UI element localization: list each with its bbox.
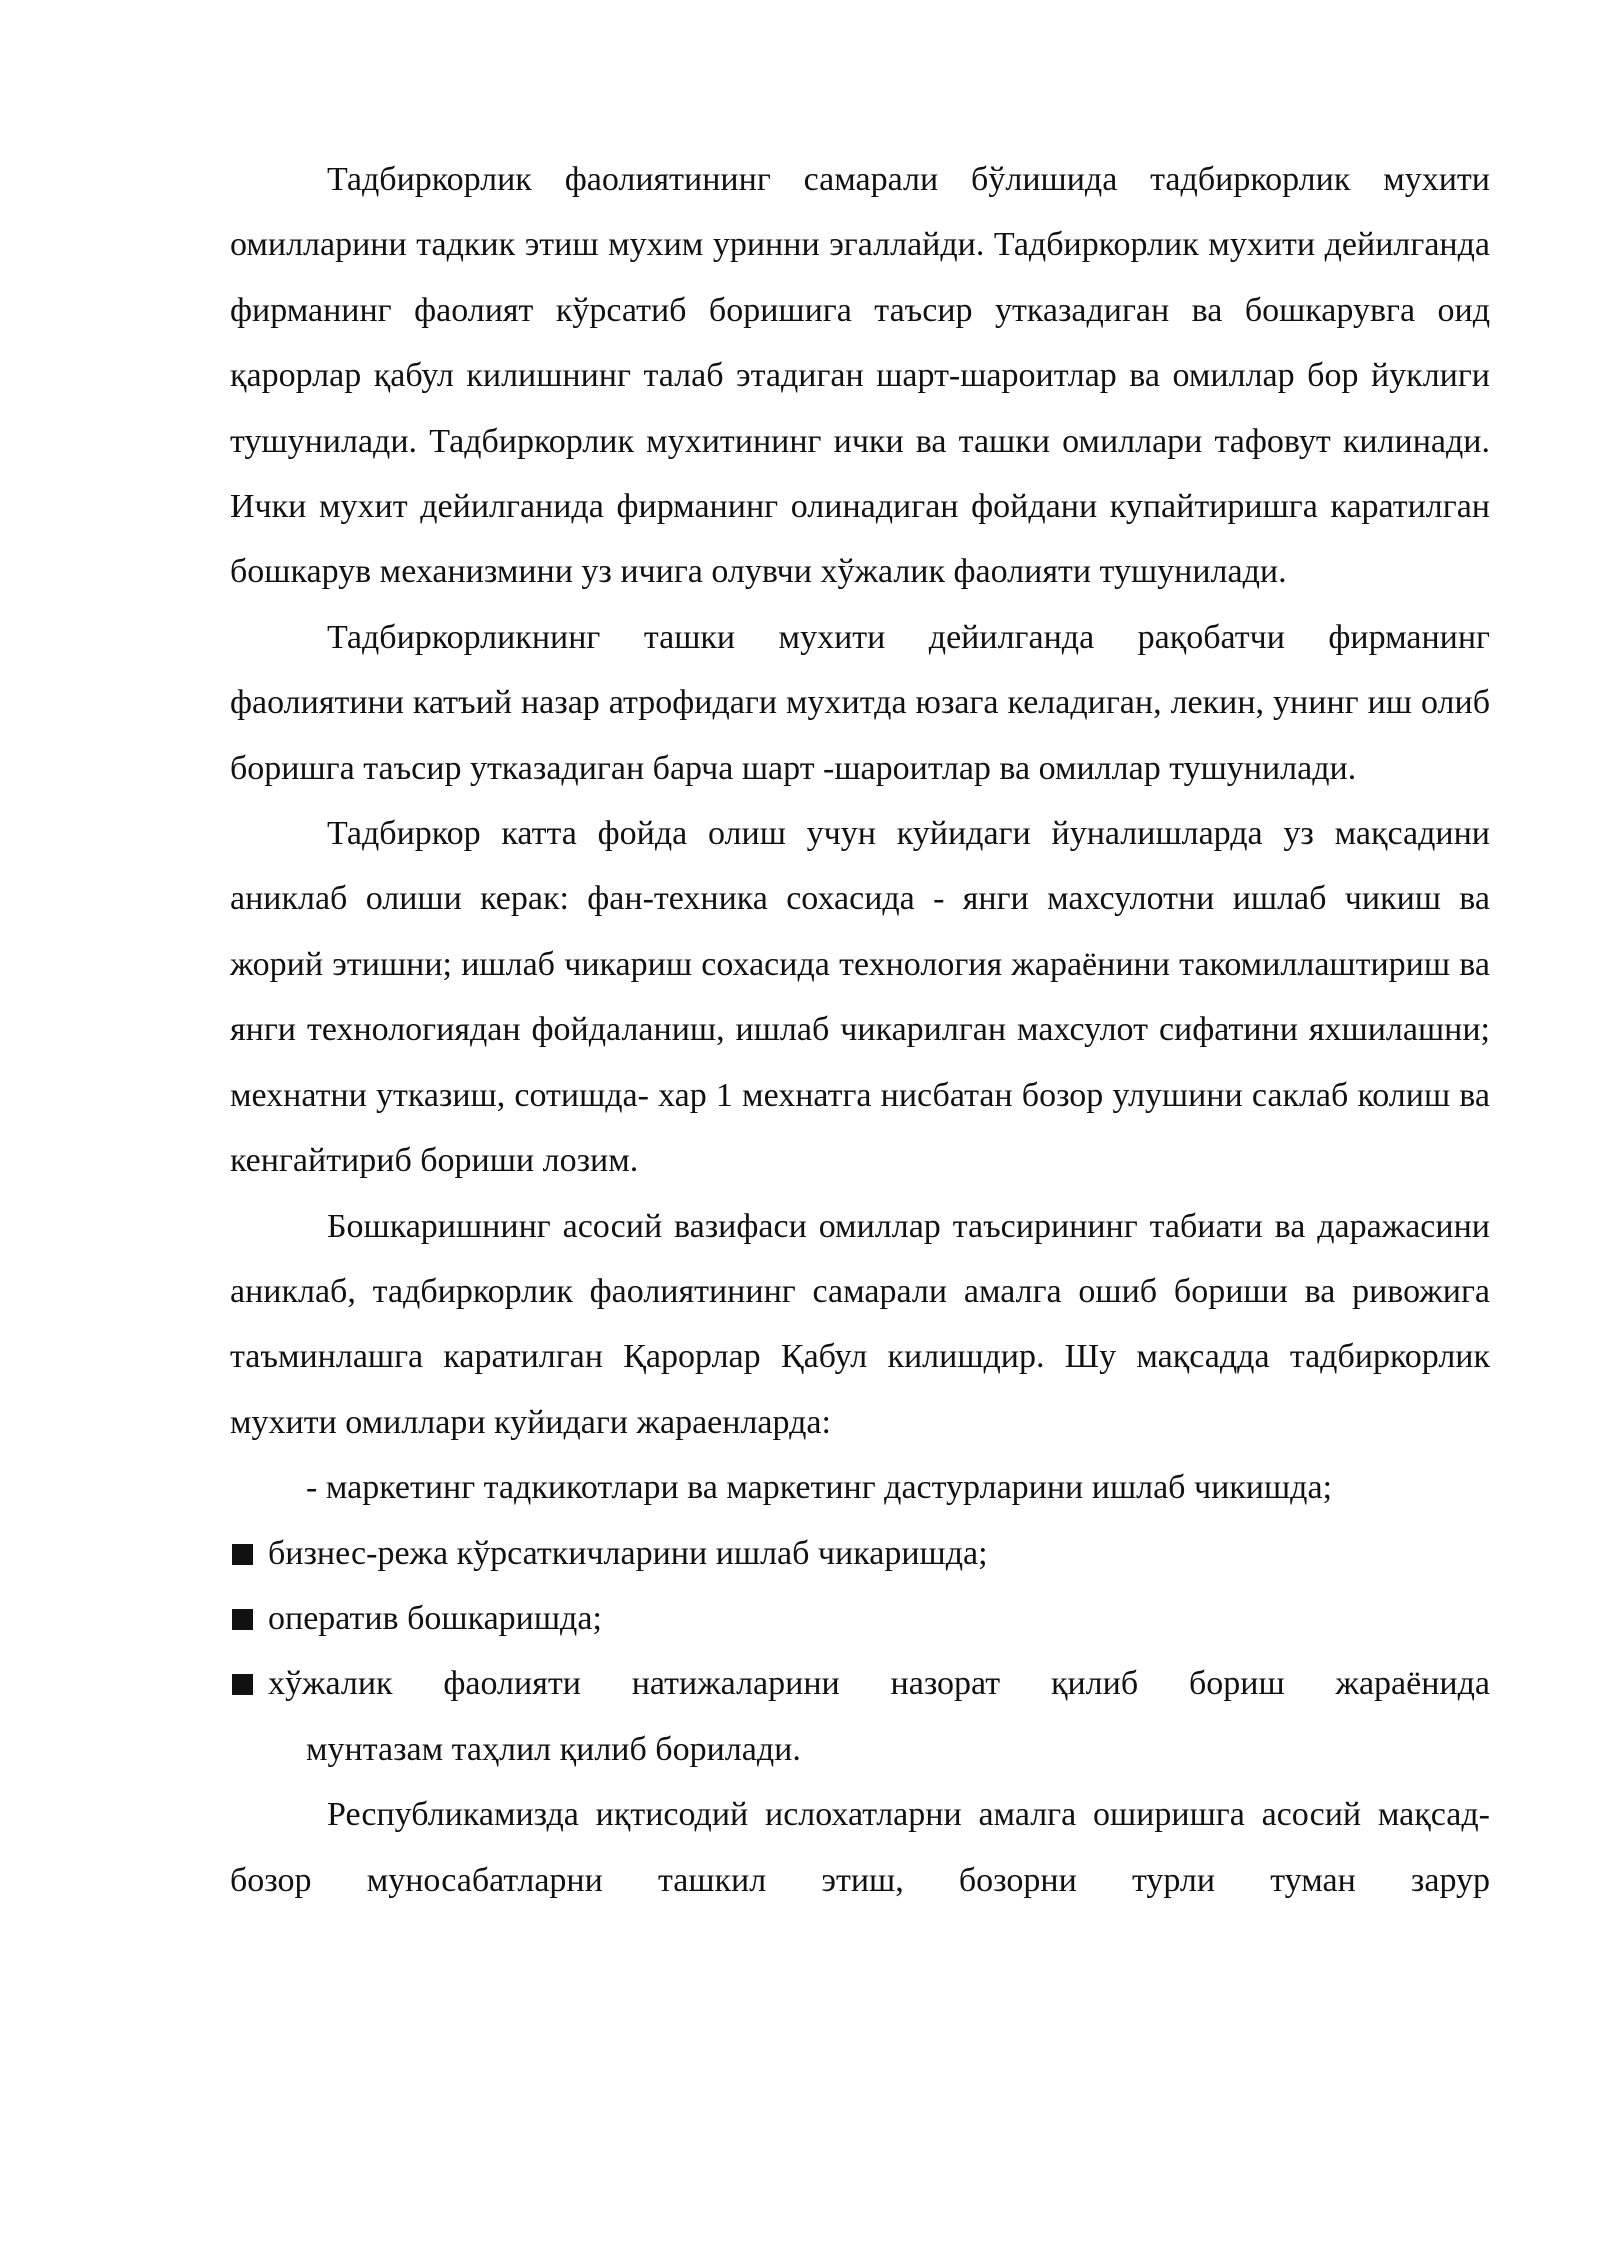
bullet-list-item-2	[230, 1586, 1490, 1651]
square-bullet-icon	[232, 1544, 253, 1565]
bullet-list-item-3	[230, 1651, 1490, 1782]
square-bullet-icon	[232, 1609, 253, 1630]
dash-list-item: - маркетинг тадкикотлари ва маркетинг дастурларини ишлаб чикишда;	[306, 1469, 1333, 1507]
paragraph-5: Республикамизда иқтисодий ислохатларни амалга оширишга асосий мақсад-бозор муносабатларни ташкил этиш, бозорни турли туман зарур	[230, 1796, 1490, 1899]
bullet-text-1: бизнес-режа кўрсаткичларини ишлаб чикаришда;	[268, 1534, 988, 1572]
bullet-text-3-line-1: хўжалик фаолияти натижаларини назорат қилиб бориш жараёнида	[268, 1665, 1490, 1703]
paragraph-1: Тадбиркорлик фаолиятининг самарали бўлишида тадбиркорлик мухити омилларини тадкик этиш мухим уринни эгаллайди. Тадбиркорлик мухити дейилганда фирманинг фаолият кўрсатиб боришига таъсир утказадиган ва бошкарувга оид қарорлар қабул килишнинг талаб этадиган шарт-шароитлар ва омиллар бор йуклиги тушунилади. Тадбиркорлик мухитининг ички ва ташки омиллари тафовут килинади. Ички мухит дейилганида фирманинг олинадиган фойдани купайтиришга каратилган бошкарув механизмини уз ичига олувчи хўжалик фаолияти тушунилади.	[230, 161, 1490, 591]
document-body	[230, 147, 1490, 1913]
bullet-text-2: оператив бошкаришда;	[268, 1599, 602, 1637]
paragraph-4: Бошкаришнинг асосий вазифаси омиллар таъсирининг табиати ва даражасини аниклаб, тадбиркорлик фаолиятининг самарали амалга ошиб бориши ва ривожига таъминлашга каратилган Қарорлар Қабул килишдир. Шу мақсадда тадбиркорлик мухити омиллари куйидаги жараенларда:	[230, 1207, 1490, 1441]
square-bullet-icon	[232, 1674, 253, 1695]
paragraph-3: Тадбиркор катта фойда олиш учун куйидаги йуналишларда уз мақсадини аниклаб олиши керак: фан-техника сохасида - янги махсулотни ишлаб чикиш ва жорий этишни; ишлаб чикариш сохасида технология жараёнини такомиллаштириш ва янги технологиядан фойдаланиш, ишлаб чикарилган махсулот сифатини яхшилашни; мехнатни утказиш, сотишда- хар 1 мехнатга нисбатан бозор улушини саклаб колиш ва кенгайтириб бориши лозим.	[230, 815, 1490, 1180]
bullet-text-3-line-2: мунтазам таҳлил қилиб борилади.	[306, 1730, 801, 1768]
paragraph-2: Тадбиркорликнинг ташки мухити дейилганда рақобатчи фирманинг фаолиятини катъий назар атрофидаги мухитда юзага келадиган, лекин, унинг иш олиб боришга таъсир утказадиган барча шарт -шароитлар ва омиллар тушунилади.	[230, 618, 1490, 787]
bullet-list-item-1	[230, 1521, 1490, 1586]
